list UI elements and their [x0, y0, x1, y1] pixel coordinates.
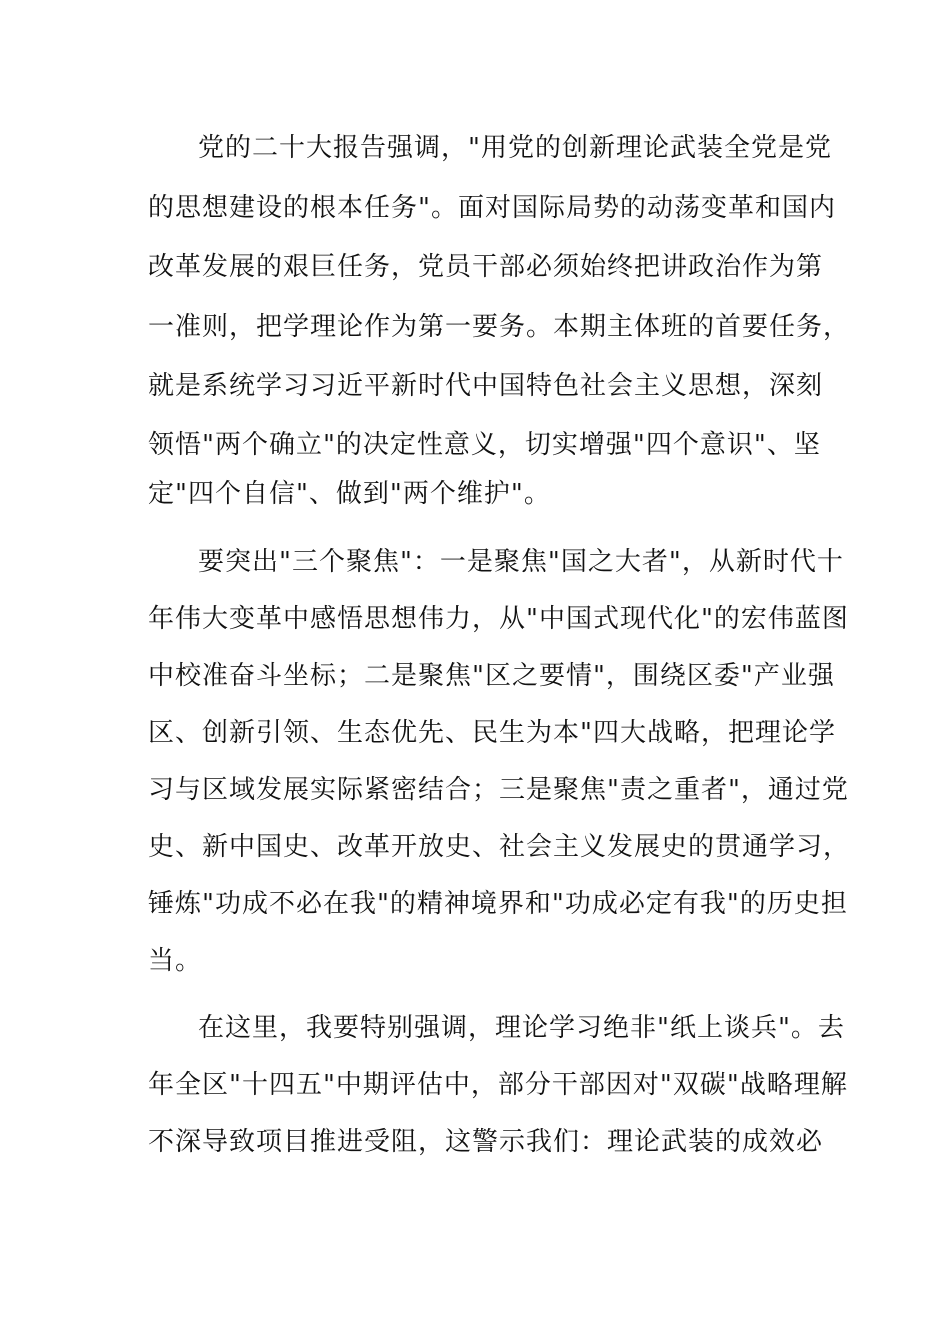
paragraph-2-line-2: 年伟大变革中感悟思想伟力，从"中国式现代化"的宏伟蓝图 [148, 604, 849, 634]
paragraph-1-line-2: 的思想建设的根本任务"。面对国际局势的动荡变革和国内 [148, 193, 836, 223]
paragraph-1-line-3: 改革发展的艰巨任务，党员干部必须始终把讲政治作为第 [148, 252, 824, 282]
paragraph-1-line-5: 就是系统学习习近平新时代中国特色社会主义思想，深刻 [148, 371, 824, 401]
paragraph-2-line-1: 要突出"三个聚焦"：一是聚焦"国之大者"，从新时代十 [198, 547, 844, 577]
paragraph-1-line-4: 一准则，把学理论作为第一要务。本期主体班的首要任务， [148, 312, 851, 342]
paragraph-2-line-8: 当。 [148, 946, 203, 976]
paragraph-2-line-7: 锤炼"功成不必在我"的精神境界和"功成必定有我"的历史担 [148, 889, 848, 919]
paragraph-2-line-4: 区、创新引领、生态优先、民生为本"四大战略，把理论学 [148, 718, 836, 748]
paragraph-1-line-1: 党的二十大报告强调，"用党的创新理论武装全党是党 [198, 133, 832, 163]
paragraph-3-line-1: 在这里，我要特别强调，理论学习绝非"纸上谈兵"。去 [198, 1013, 845, 1043]
paragraph-1-line-6: 领悟"两个确立"的决定性意义，切实增强"四个意识"、坚 [148, 430, 821, 460]
paragraph-3-line-3: 不深导致项目推进受阻，这警示我们：理论武装的成效必 [148, 1127, 824, 1157]
paragraph-2-line-3: 中校准奋斗坐标；二是聚焦"区之要情"，围绕区委"产业强 [148, 661, 835, 691]
paragraph-2-line-6: 史、新中国史、改革开放史、社会主义发展史的贯通学习， [148, 832, 851, 862]
paragraph-2-line-5: 习与区域发展实际紧密结合；三是聚焦"责之重者"，通过党 [148, 775, 849, 805]
paragraph-1-line-7: 定"四个自信"、做到"两个维护"。 [148, 479, 551, 509]
paragraph-3-line-2: 年全区"十四五"中期评估中，部分干部因对"双碳"战略理解 [148, 1070, 848, 1100]
